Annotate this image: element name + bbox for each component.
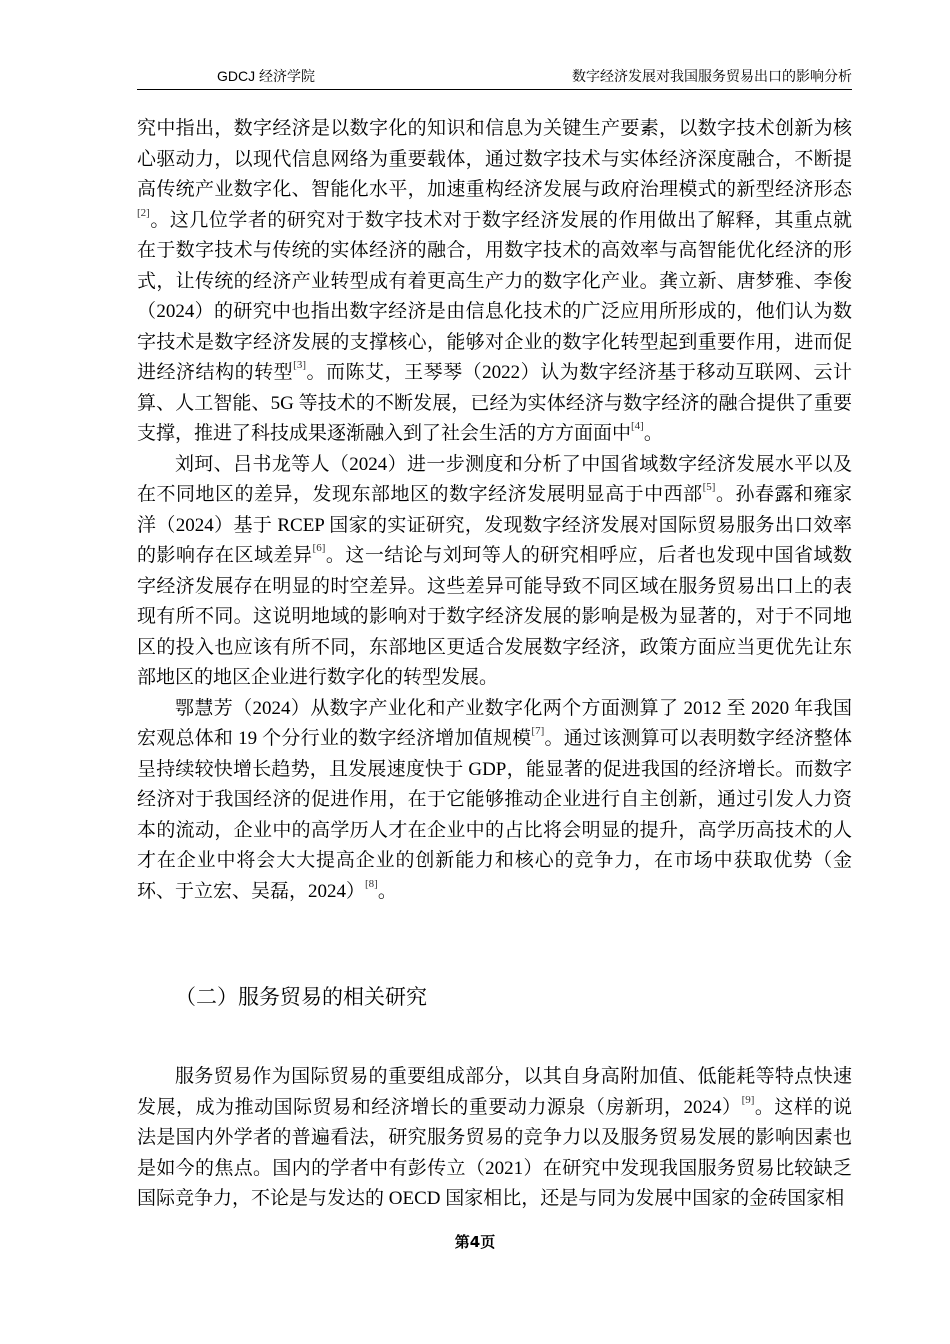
body-text-lower — [137, 1062, 852, 1215]
citation-9: [9] — [741, 1093, 755, 1106]
para3-text-1: 鄂慧芳（2024）从数字产业化和产业数字化两个方面测算了 2012 至 2020 年我国宏观总体和 19 个分行业的数字经济增加值规模 — [137, 697, 852, 749]
para3-text-3: 。 — [377, 880, 397, 902]
paragraph-4 — [137, 1062, 852, 1215]
paragraph-2 — [137, 450, 852, 694]
para1-text-2: 。这几位学者的研究对于数字技术对于数字经济发展的作用做出了解释，其重点就在于数字技术与传统的实体经济的融合，用数字技术的高效率与高智能优化经济的形式，让传统的经济产业转型成有着更高生产力的数字化产业。龚立新、唐梦雅、李俊（2024）的研究中也指出数字经济是由信息化技术的广泛应用所形成的，他们认为数字技术是数字经济发展的支撑核心，能够对企业的数字化转型起到重要作用，进而促进经济结构的转型 — [137, 209, 852, 383]
citation-7: [7] — [531, 725, 545, 737]
para1-text-4: 。 — [643, 423, 663, 444]
page-number: 第4页 — [454, 1233, 496, 1251]
citation-4: [4] — [631, 420, 644, 432]
para1-text-3: 。而陈艾，王琴琴（2022）认为数字经济基于移动互联网、云计算、人工智能、5G 等技术的不断发展，已经为实体经济与数字经济的融合提供了重要支撑，推进了科技成果逐渐融入到了社会生活的方方面面中 — [137, 362, 852, 444]
header-left-text: GDCJ 经济学院 — [217, 68, 315, 84]
page-header — [137, 66, 852, 88]
para2-text-2: 。孙春露和雍家洋（2024）基于 RCEP 国家的实证研究，发现数字经济发展对国际贸易服务出口效率的影响存在区域差异 — [137, 484, 852, 566]
citation-5: [5] — [702, 481, 716, 493]
para2-text-3: 。这一结论与刘珂等人的研究相呼应，后者也发现中国省域数字经济发展存在明显的时空差异。这些差异可能导致不同区域在服务贸易出口上的表现有所不同。这说明地域的影响对于数字经济发展的影响是极为显著的，对于不同地区的投入也应该有所不同，东部地区更适合发展数字经济，政策方面应当更优先让东部地区的地区企业进行数字化的转型发展。 — [137, 545, 852, 688]
para1-text-1: 究中指出，数字经济是以数字化的知识和信息为关键生产要素，以数字技术创新为核心驱动力，以现代信息网络为重要载体，通过数字技术与实体经济深度融合，不断提高传统产业数字化、智能化水平，加速重构经济发展与政府治理模式的新型经济形态 — [137, 118, 852, 200]
citation-8: [8] — [365, 877, 378, 890]
section-heading: （二）服务贸易的相关研究 — [175, 985, 427, 1009]
citation-6: [6] — [312, 542, 326, 554]
header-rule — [137, 89, 852, 90]
para3-text-2: 。通过该测算可以表明数字经济整体呈持续较快增长趋势，且发展速度快于 GDP，能显著的促进我国的经济增长。而数字经济对于我国经济的促进作用，在于它能够推动企业进行自主创新，通过引发人力资本的流动，企业中的高学历人才在企业中的占比将会明显的提升，高学历高技术的人才在企业中将会大大提高企业的创新能力和核心的竞争力，在市场中获取优势（金环、于立宏、吴磊，2024） — [137, 728, 852, 902]
header-right-title: 数字经济发展对我国服务贸易出口的影响分析 — [572, 68, 852, 84]
citation-2: [2] — [137, 206, 150, 219]
citation-3: [3] — [293, 359, 306, 371]
para4-text-1: 服务贸易作为国际贸易的重要组成部分，以其自身高附加值、低能耗等特点快速发展，成为推动国际贸易和经济增长的重要动力源泉（房新玥，2024） — [137, 1066, 852, 1118]
paragraph-3 — [137, 694, 852, 908]
para4-text-2: 。这样的说法是国内外学者的普遍看法，研究服务贸易的竞争力以及服务贸易发展的影响因素也是如今的焦点。国内的学者中有彭传立（2021）在研究中发现我国服务贸易比较缺乏国际竞争力，不论是与发达的 OECD 国家相比，还是与同为发展中国家的金砖国家相 — [137, 1096, 852, 1209]
paragraph-1 — [137, 114, 852, 450]
body-text-upper — [137, 114, 852, 907]
para2-text-1: 刘珂、吕书龙等人（2024）进一步测度和分析了中国省域数字经济发展水平以及在不同地区的差异，发现东部地区的数字经济发展明显高于中西部 — [137, 453, 852, 505]
